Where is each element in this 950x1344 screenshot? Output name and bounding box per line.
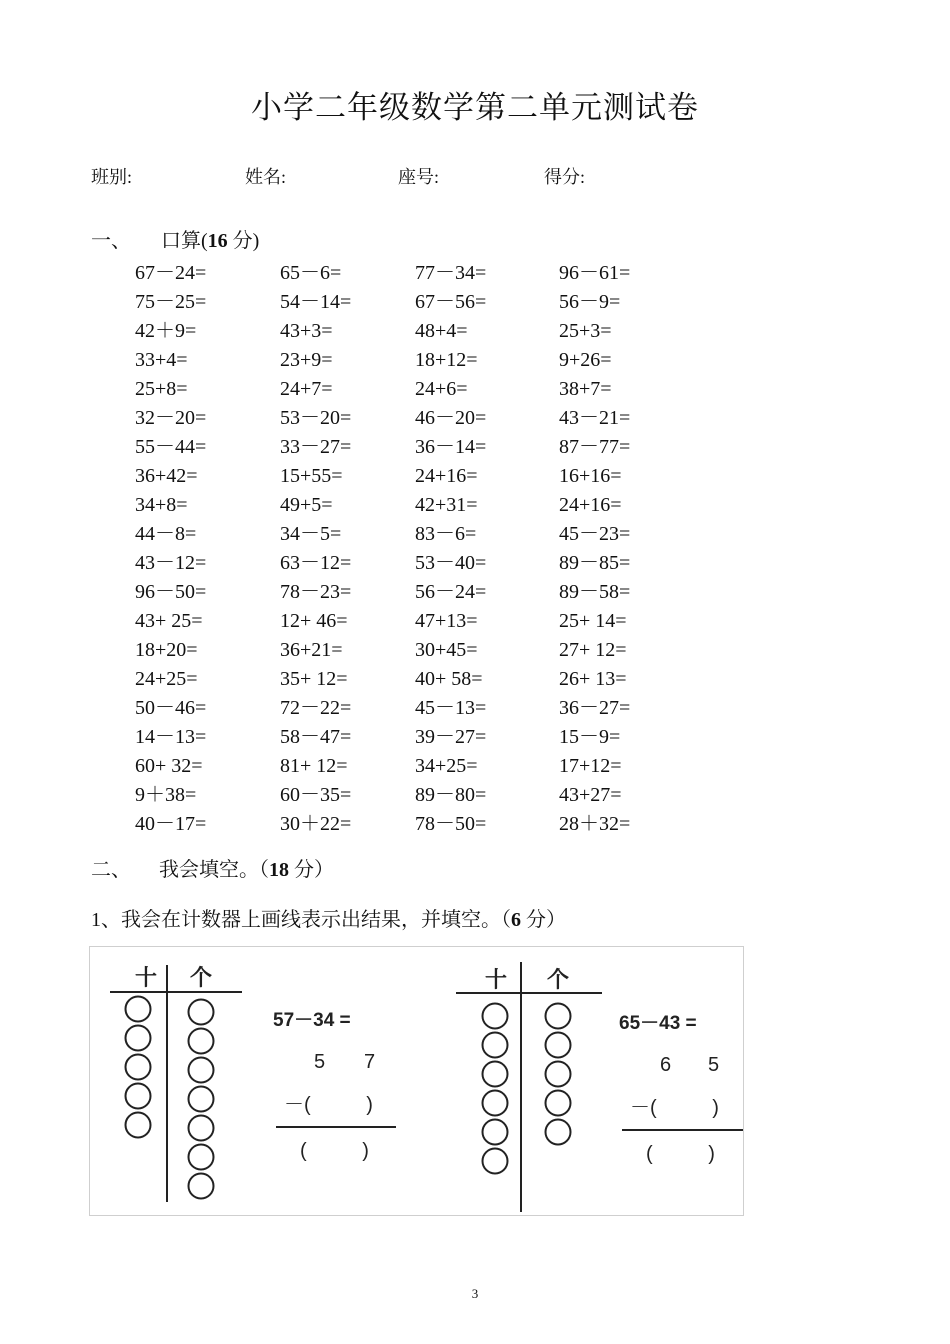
problem-item: 56－9= — [559, 291, 621, 313]
problem-item: 89－58= — [559, 581, 631, 603]
problem-item: 45－13= — [415, 697, 487, 719]
problem-item: 53－20= — [280, 407, 352, 429]
problem-item: 60－35= — [280, 784, 352, 806]
problem-item: 77－34= — [415, 262, 487, 284]
abacus-right — [456, 962, 743, 1212]
name-label: 姓名: — [245, 167, 287, 187]
problem-item: 18+12= — [415, 349, 478, 371]
abacus-right-ones-bead — [546, 1004, 571, 1029]
abacus-left-ones-bead — [189, 1174, 214, 1199]
problem-item: 15+55= — [280, 465, 343, 487]
problem-item: 28＋32= — [559, 813, 631, 835]
problem-item: 67－56= — [415, 291, 487, 313]
page-number: 3 — [471, 1286, 479, 1301]
seat-label: 座号: — [398, 167, 440, 187]
problem-item: 78－23= — [280, 581, 352, 603]
problem-item: 14－13= — [135, 726, 207, 748]
problem-item: 55－44= — [135, 436, 207, 458]
abacus-left-tens-bead — [126, 1084, 151, 1109]
problem-item: 40+ 58= — [415, 668, 483, 690]
abacus-left-minus-line: －( ) — [284, 1094, 373, 1116]
problem-item: 42＋9= — [135, 320, 197, 342]
page-title: 小学二年级数学第二单元测试卷 — [251, 90, 699, 125]
abacus-right-top-tens: 6 — [660, 1054, 672, 1076]
problem-item: 65－6= — [280, 262, 342, 284]
problem-item: 36+42= — [135, 465, 198, 487]
abacus-left — [110, 965, 396, 1202]
problem-item: 67－24= — [135, 262, 207, 284]
problem-item: 17+12= — [559, 755, 622, 777]
abacus-left-top-ones: 7 — [364, 1051, 376, 1073]
abacus-right-ones-bead — [546, 1033, 571, 1058]
problem-item: 23+9= — [280, 349, 333, 371]
problem-item: 24+7= — [280, 378, 333, 400]
problem-item: 33－27= — [280, 436, 352, 458]
abacus-left-ones-bead — [189, 1087, 214, 1112]
section-2-score-suffix: 分） — [289, 859, 334, 881]
problem-item: 56－24= — [415, 581, 487, 603]
abacus-left-ones-beads — [189, 1000, 214, 1199]
abacus-right-tens-label: 十 — [485, 967, 508, 992]
problem-item: 27+ 12= — [559, 639, 627, 661]
problem-item: 26+ 13= — [559, 668, 627, 690]
problem-item: 72－22= — [280, 697, 352, 719]
problem-item: 33+4= — [135, 349, 188, 371]
question-1-text: 1、我会在计数器上画线表示出结果，并填空。（ — [91, 909, 511, 931]
problem-item: 25+8= — [135, 378, 188, 400]
problem-item: 25+3= — [559, 320, 612, 342]
abacus-right-ones-label: 个 — [547, 967, 570, 992]
abacus-figure — [89, 946, 744, 1216]
abacus-right-tens-beads — [483, 1004, 508, 1174]
abacus-right-ones-bead — [546, 1120, 571, 1145]
question-1-suffix: 分） — [521, 909, 566, 931]
problem-item: 30+45= — [415, 639, 478, 661]
problem-item: 35+ 12= — [280, 668, 348, 690]
abacus-left-ones-bead — [189, 1000, 214, 1025]
problem-item: 87－77= — [559, 436, 631, 458]
problem-item: 24+16= — [415, 465, 478, 487]
problem-item: 43+3= — [280, 320, 333, 342]
problem-item: 38+7= — [559, 378, 612, 400]
problem-item: 30＋22= — [280, 813, 352, 835]
problem-item: 34－5= — [280, 523, 342, 545]
abacus-right-ones-bead — [546, 1062, 571, 1087]
section-1-title: 口算( — [161, 230, 208, 252]
problem-item: 40－17= — [135, 813, 207, 835]
section-1-score: 16 — [207, 230, 228, 252]
abacus-right-tens-bead — [483, 1062, 508, 1087]
section-2-heading — [91, 853, 334, 882]
problem-item: 45－23= — [559, 523, 631, 545]
problem-item: 58－47= — [280, 726, 352, 748]
problem-item: 60+ 32= — [135, 755, 203, 777]
abacus-left-ones-bead — [189, 1029, 214, 1054]
problem-item: 43－21= — [559, 407, 631, 429]
problem-item: 24+25= — [135, 668, 198, 690]
problem-item: 34+25= — [415, 755, 478, 777]
problem-item: 16+16= — [559, 465, 622, 487]
abacus-right-result-line: ( ) — [646, 1143, 715, 1165]
problem-item: 89－85= — [559, 552, 631, 574]
abacus-right-tens-bead — [483, 1091, 508, 1116]
problem-item: 15－9= — [559, 726, 621, 748]
problem-item: 48+4= — [415, 320, 468, 342]
section-1-heading — [91, 224, 259, 253]
question-1-score: 6 — [511, 909, 521, 931]
problem-item: 49+5= — [280, 494, 333, 516]
problem-item: 42+31= — [415, 494, 478, 516]
abacus-left-result-line: ( ) — [300, 1140, 369, 1162]
abacus-right-tens-bead — [483, 1120, 508, 1145]
abacus-left-tens-bead — [126, 997, 151, 1022]
problem-item: 25+ 14= — [559, 610, 627, 632]
problem-item: 34+8= — [135, 494, 188, 516]
problem-item: 43+27= — [559, 784, 622, 806]
problem-item: 81+ 12= — [280, 755, 348, 777]
abacus-svg — [90, 947, 743, 1215]
question-1 — [91, 903, 566, 932]
abacus-left-ones-bead — [189, 1145, 214, 1170]
abacus-right-top-ones: 5 — [708, 1054, 720, 1076]
problem-item: 9＋38= — [135, 784, 197, 806]
problem-item: 78－50= — [415, 813, 487, 835]
problem-item: 96－61= — [559, 262, 631, 284]
abacus-left-tens-beads — [126, 997, 151, 1138]
abacus-right-minus-line: －( ) — [630, 1097, 719, 1119]
abacus-left-top-tens: 5 — [314, 1051, 326, 1073]
abacus-left-ones-label: 个 — [190, 965, 213, 990]
section-2-title: 我会填空。（ — [159, 859, 269, 881]
problem-item: 75－25= — [135, 291, 207, 313]
abacus-right-ones-beads — [546, 1004, 571, 1145]
problem-item: 63－12= — [280, 552, 352, 574]
problem-item: 9+26= — [559, 349, 612, 371]
abacus-right-tens-bead — [483, 1004, 508, 1029]
abacus-left-ones-bead — [189, 1116, 214, 1141]
problem-item: 32－20= — [135, 407, 207, 429]
section-2-number: 二、 — [91, 859, 131, 881]
problem-item: 53－40= — [415, 552, 487, 574]
abacus-left-tens-bead — [126, 1055, 151, 1080]
problem-item: 44－8= — [135, 523, 197, 545]
problem-item: 43+ 25= — [135, 610, 203, 632]
problem-item: 50－46= — [135, 697, 207, 719]
problem-item: 12+ 46= — [280, 610, 348, 632]
problem-item: 96－50= — [135, 581, 207, 603]
problem-item: 83－6= — [415, 523, 477, 545]
problem-item: 39－27= — [415, 726, 487, 748]
problem-item: 89－80= — [415, 784, 487, 806]
problem-item: 36－14= — [415, 436, 487, 458]
problem-item: 24+6= — [415, 378, 468, 400]
problem-item: 36+21= — [280, 639, 343, 661]
problem-item: 24+16= — [559, 494, 622, 516]
abacus-right-tens-bead — [483, 1033, 508, 1058]
section-1-score-suffix: 分) — [227, 230, 260, 252]
problem-item: 46－20= — [415, 407, 487, 429]
abacus-left-equation: 57－34 = — [273, 1010, 351, 1031]
abacus-left-tens-label: 十 — [135, 965, 158, 990]
problem-item: 18+20= — [135, 639, 198, 661]
abacus-left-tens-bead — [126, 1026, 151, 1051]
class-label: 班别: — [91, 167, 133, 187]
problem-item: 47+13= — [415, 610, 478, 632]
abacus-right-ones-bead — [546, 1091, 571, 1116]
problem-item: 36－27= — [559, 697, 631, 719]
problem-item: 43－12= — [135, 552, 207, 574]
problem-item: 54－14= — [280, 291, 352, 313]
abacus-right-equation: 65－43 = — [619, 1013, 697, 1034]
abacus-left-tens-bead — [126, 1113, 151, 1138]
abacus-right-tens-bead — [483, 1149, 508, 1174]
section-1-number: 一、 — [91, 230, 131, 252]
score-label: 得分: — [544, 167, 586, 187]
section-2-score: 18 — [269, 859, 289, 881]
abacus-left-ones-bead — [189, 1058, 214, 1083]
